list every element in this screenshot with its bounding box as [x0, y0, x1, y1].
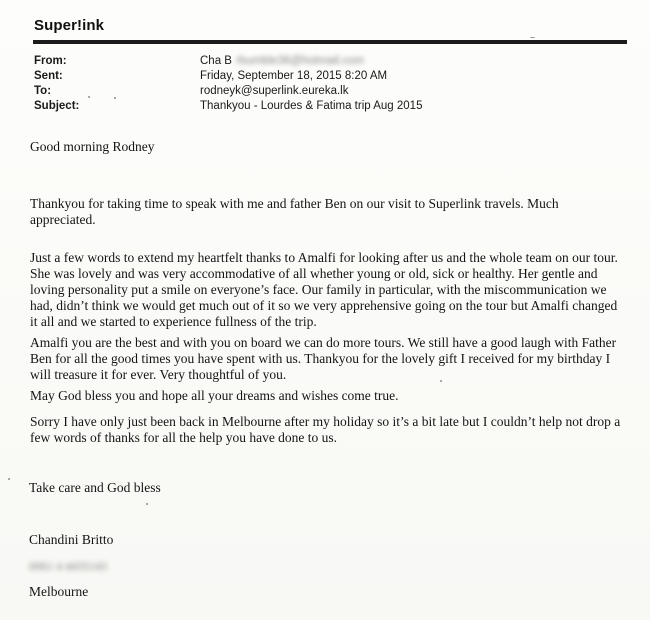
paragraph-5-text: Sorry I have only just been back in Melbourne after my holiday so it’s a bit late but I couldn’t help not drop a few words of thanks for all the help you have done to us.: [30, 414, 621, 445]
scan-speck: [530, 37, 535, 38]
signature-name: Chandini Britto: [29, 532, 114, 547]
brand-logo-text: Super!ink: [34, 17, 105, 34]
subject-label: Subject:: [34, 100, 80, 112]
paragraph-4-text: May God bless you and hope all your dreams and wishes come true.: [30, 388, 399, 403]
paragraph-apology: [30, 414, 625, 446]
paragraph-blessing: [30, 388, 625, 404]
from-email-redacted: rbumble36@hotmail.com: [235, 55, 364, 67]
paragraph-3-text: Amalfi you are the best and with you on board we can do more tours. We still have a good laugh with Father Ben for all the good times you have spent with us. Thankyou for the lovely gift I received for my birthday I will treasure it for ever. Very thoughtful of you.: [30, 335, 617, 382]
to-label: To:: [34, 85, 52, 97]
header-divider: [33, 40, 627, 44]
greeting-text: Good morning Rodney: [30, 139, 155, 154]
subject-value: Thankyou - Lourdes & Fatima trip Aug 2015: [200, 100, 423, 112]
scan-speck: [88, 96, 90, 98]
sent-label: Sent:: [34, 70, 63, 82]
paragraph-2-text: Just a few words to extend my heartfelt thanks to Amalfi for looking after us and the whole team on our tour. She was lovely and was very accommodative of all whether young or old, sick or healthy. Her gentle and loving personality put a smile on everyone’s face. Our family in particular, with the miscommunication we had, didn’t think we would get much out of it so we very apprehensive going on the tour but Amalfi changed it all and we started to experience fullness of the trip.: [30, 250, 618, 329]
from-name: Cha B: [200, 55, 232, 67]
scan-speck: [440, 380, 442, 382]
scan-speck: [114, 97, 116, 99]
scan-speck: [146, 503, 148, 505]
paragraph-thanks-visit: [30, 196, 625, 228]
from-label: From:: [34, 55, 67, 67]
sent-value: Friday, September 18, 2015 8:20 AM: [200, 70, 388, 82]
to-value: rodneyk@superlink.eureka.lk: [200, 85, 349, 97]
paragraph-amalfi-best: [30, 335, 625, 383]
scan-speck: [8, 478, 10, 480]
closing-line: Take care and God bless: [29, 480, 161, 495]
greeting: [30, 139, 625, 155]
from-value: [200, 55, 364, 67]
paragraph-1-text: Thankyou for taking time to speak with me and father Ben on our visit to Superlink travels. Much appreciated.: [30, 196, 559, 227]
signature-city: Melbourne: [29, 584, 89, 599]
signature-phone-redacted: 0061 4 4435143: [29, 559, 107, 573]
paragraph-heartfelt-thanks: [30, 250, 625, 330]
